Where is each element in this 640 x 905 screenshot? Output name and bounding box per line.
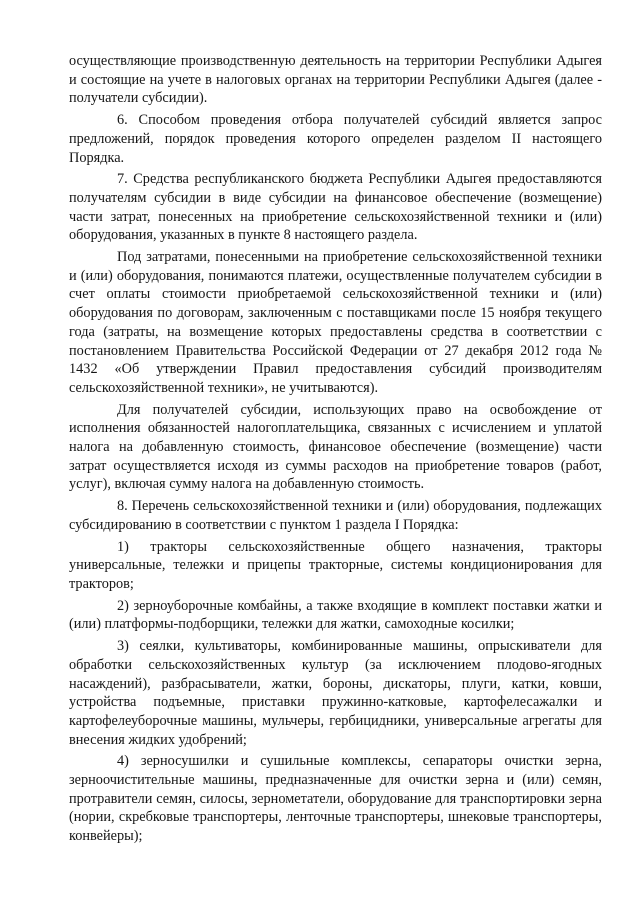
paragraph-item-6: 6. Способом проведения отбора получателей субсидий является запрос предложений, порядок проведения которого определен разделом II настоящего Порядка. <box>69 112 602 166</box>
list-item-2: 2) зерноуборочные комбайны, а также входящие в комплект поставки жатки и (или) платформы-подборщики, тележки для жатки, самоходные косилки; <box>69 597 602 633</box>
paragraph-item-8: 8. Перечень сельскохозяйственной техники и (или) оборудования, подлежащих субсидированию в соответствии с пунктом 1 раздела I Порядка: <box>69 498 602 533</box>
list-item-1: 1) тракторы сельскохозяйственные общего назначения, тракторы универсальные, тележки и прицепы тракторные, системы кондиционирования для тракторов; <box>69 538 602 592</box>
list-item-3: 3) сеялки, культиваторы, комбинированные машины, опрыскиватели для обработки сельскохозяйственных культур (за исключением плодово-ягодных насаждений), разбрасыватели, жатки, бороны, дискаторы, плуги, катки, ковши, устройства подъемные, приставки пружинно-катковые, картофелесажалки и картофелеуборочные машины, мульчеры, гербицидники, универсальные агрегаты для внесения жидких удобрений; <box>69 638 602 748</box>
paragraph-vat-exemption: Для получателей субсидии, использующих право на освобождение от исполнения обязанностей налогоплательщика, связанных с исчислением и уплатой налога на добавленную стоимость, финансовое обеспечение (возмещение) части затрат осуществляется исходя из суммы расходов на приобретение товаров (работ, услуг), включая сумму налога на добавленную стоимость. <box>69 401 602 493</box>
paragraph-item-7: 7. Средства республиканского бюджета Республики Адыгея предоставляются получателям субсидии в виде субсидии на финансовое обеспечение (возмещение) части затрат, понесенных на приобретение сельскохозяйственной техники и (или) оборудования, указанных в пункте 8 настоящего раздела. <box>69 171 602 244</box>
paragraph-continuation: осуществляющие производственную деятельность на территории Республики Адыгея и состоящие на учете в налоговых органах на территории Республики Адыгея (далее - получатели субсидии). <box>69 53 602 107</box>
paragraph-expenses-definition: Под затратами, понесенными на приобретение сельскохозяйственной техники и (или) оборудования, понимаются платежи, осуществленные получателем субсидии в счет оплаты стоимости приобретаемой сельскохозяйственной техники и (или) оборудования по договорам, заключенным с поставщиками после 15 ноября текущего года (затраты, на возмещение которых предоставлены средства в соответствии с постановлением Правительства Российской Федерации от 27 декабря 2012 года № 1432 «Об утверждении Правил предоставления субсидий производителям сельскохозяйственной техники», не учитываются). <box>69 249 602 396</box>
list-item-4: 4) зерносушилки и сушильные комплексы, сепараторы очистки зерна, зерноочистительные машины, предназначенные для очистки зерна и (или) семян, протравители семян, силосы, зернометатели, оборудование для транспортировки зерна (нории, скребковые транспортеры, ленточные транспортеры, шнековые транспортеры, конвейеры); <box>69 753 602 845</box>
